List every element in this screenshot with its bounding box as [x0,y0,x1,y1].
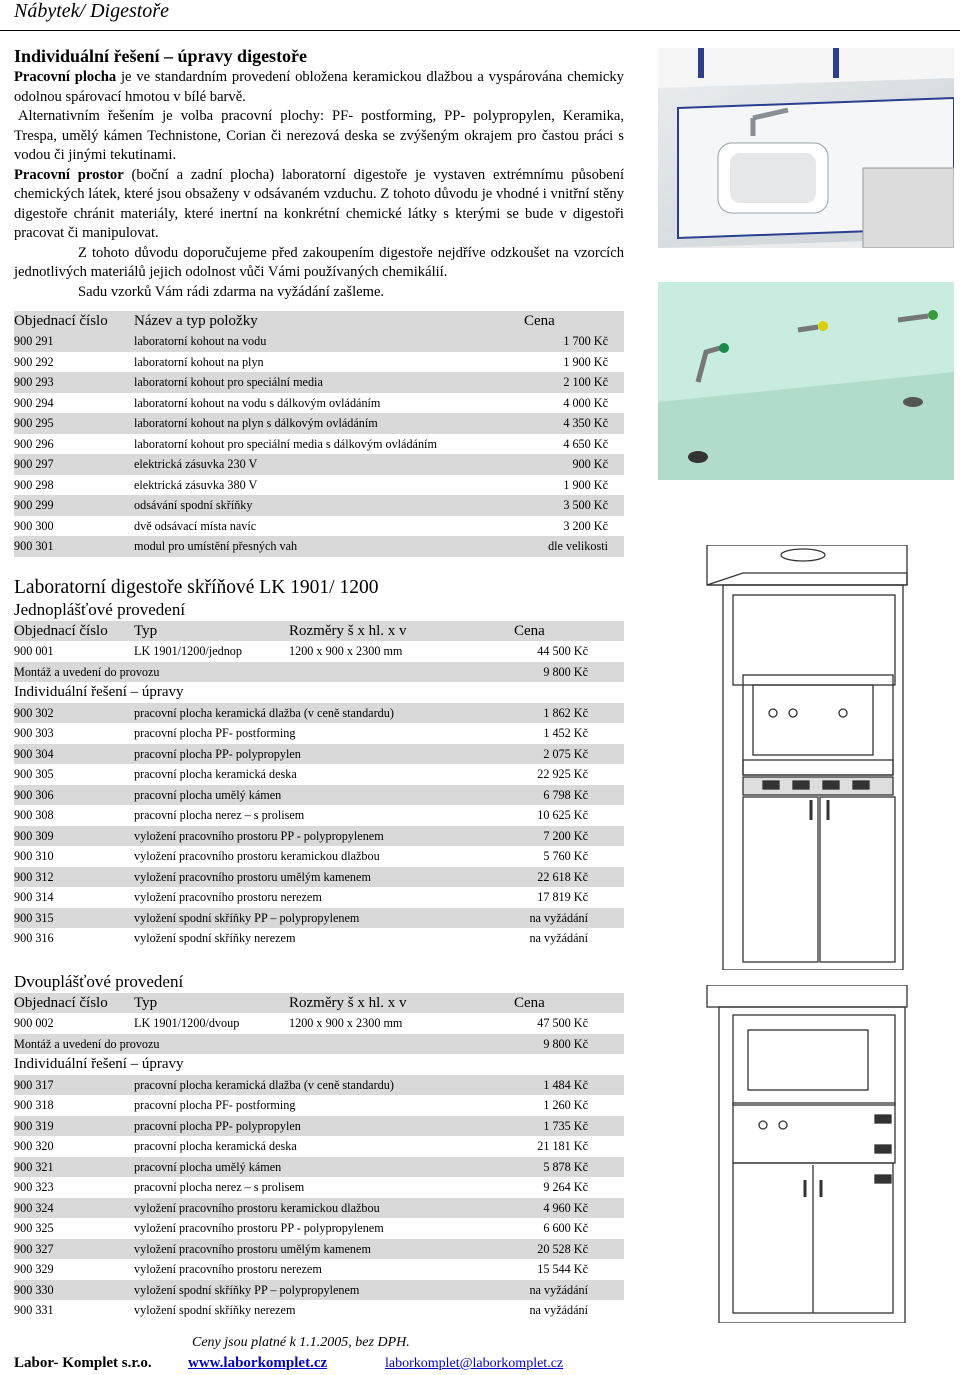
cell-price: 20 528 Kč [537,1241,588,1256]
intro-paragraph-5: Sadu vzorků Vám rádi zdarma na vyžádání zašleme. [78,283,385,300]
table-row [14,928,624,949]
table-row [14,723,624,744]
cell-description: vyložení pracovního prostoru umělým kamenem [134,869,371,884]
cell-order-number: 900 309 [14,828,54,843]
single-hood-table [14,621,624,949]
cell-price: 2 075 Kč [543,746,588,761]
intro-paragraph-2: Alternativním řešením je volba pracovní plochy: PF- postforming, PP- polypropylen, Keramika, Trespa, umělý kámen Technistone, Corian či nerezová deska se zvýšeným okrajem pro častou práci s vodou či jinými tekutinami. [14,108,624,163]
table-row [14,516,624,537]
cell-order-number: 900 292 [14,354,54,369]
table-row [14,536,624,557]
cell-description: pracovní plocha keramická deska [134,767,297,781]
double-install-label: Montáž a uvedení do provozu [14,1036,160,1051]
cell-description: laboratorní kohout na vodu s dálkovým ovládáním [134,395,381,410]
cell-price: 3 500 Kč [563,498,608,512]
col-header-name: Název a typ položky [134,313,258,329]
drawing-fume-hood-single [693,545,913,970]
table-row [14,846,624,867]
double-install-row [14,1034,624,1055]
table-row [14,454,624,475]
cell-price: 17 819 Kč [537,890,588,904]
cell-description: pracovní plocha PP- polypropylen [134,1118,301,1133]
single-main-dimensions: 1200 x 900 x 2300 mm [289,644,403,658]
cell-price: 4 350 Kč [563,416,608,430]
cell-description: vyložení pracovního prostoru PP - polypropylenem [134,828,384,843]
cell-description: pracovní plocha umělý kámen [134,1159,282,1174]
cell-order-number: 900 317 [14,1077,54,1092]
double-col-type: Typ [134,995,158,1011]
single-subtitle: Jednoplášťové provedení [14,600,186,619]
table-row [14,703,624,724]
cell-price: 10 625 Kč [537,808,588,822]
cell-description: modul pro umístění přesných vah [134,539,298,553]
cell-description: pracovní plocha keramická dlažba (v ceně standardu) [134,705,394,720]
double-custom-title-text: Individuální řešení – úpravy [14,1056,184,1072]
cell-order-number: 900 327 [14,1241,54,1256]
cell-order-number: 900 301 [14,539,54,553]
cell-price: 4 000 Kč [563,395,608,410]
cell-description: vyložení pracovního prostoru keramickou dlažbou [134,1200,380,1215]
cell-price: 22 925 Kč [537,767,588,781]
cell-description: pracovní plocha keramická dlažba (v ceně standardu) [134,1077,394,1092]
cell-order-number: 900 318 [14,1098,54,1112]
single-col-order-number: Objednací číslo [14,623,108,639]
table-row [14,1095,624,1116]
double-col-order-number: Objednací číslo [14,995,108,1011]
section1-title: Individuální řešení – úpravy digestoře [14,46,308,66]
cell-order-number: 900 315 [14,910,54,925]
photo-wall-taps [658,282,954,480]
cell-price: na vyžádání [529,931,588,945]
cell-description: pracovní plocha PF- postforming [134,1098,296,1112]
footer-company: Labor- Komplet s.r.o. [14,1355,152,1371]
cell-order-number: 900 323 [14,1180,54,1194]
cell-price: 1 484 Kč [543,1077,588,1092]
cell-price: 4 650 Kč [563,436,608,451]
cell-order-number: 900 303 [14,726,54,740]
cell-price: 5 878 Kč [543,1159,588,1174]
table-row [14,475,624,496]
table-row [14,495,624,516]
cell-description: pracovní plocha PP- polypropylen [134,746,301,761]
cell-order-number: 900 310 [14,849,54,863]
cell-price: dle velikosti [548,539,608,553]
cell-order-number: 900 314 [14,890,54,904]
cell-order-number: 900 297 [14,457,54,471]
table-row [14,785,624,806]
table-row [14,887,624,908]
single-install-label: Montáž a uvedení do provozu [14,664,160,679]
cell-price: 15 544 Kč [537,1262,588,1276]
double-install-price: 9 800 Kč [543,1036,588,1051]
cell-price: 2 100 Kč [563,375,608,389]
cell-description: vyložení spodní skříňky nerezem [134,931,296,945]
double-header-row [14,993,624,1013]
col-header-order-number: Objednací číslo [14,313,108,329]
double-main-type: LK 1901/1200/dvoup [134,1016,240,1030]
cell-order-number: 900 331 [14,1303,54,1317]
table-row [14,352,624,373]
cell-order-number: 900 298 [14,477,54,492]
single-header-row [14,621,624,641]
table-row [14,1198,624,1219]
cell-order-number: 900 321 [14,1159,54,1174]
cell-description: vyložení pracovního prostoru PP - polypropylenem [134,1221,384,1235]
single-col-dimensions: Rozměry š x hl. x v [289,623,407,639]
cell-order-number: 900 324 [14,1200,54,1215]
cell-order-number: 900 320 [14,1139,54,1153]
double-hood-table [14,993,624,1321]
cell-description: vyložení spodní skříňky PP – polypropylenem [134,1282,360,1297]
cell-price: 3 200 Kč [563,518,608,533]
cell-price: 1 260 Kč [543,1098,588,1112]
accessories-table [14,311,624,557]
cell-order-number: 900 302 [14,705,54,720]
table-row [14,1177,624,1198]
table-row [14,744,624,765]
cell-price: 21 181 Kč [537,1139,588,1153]
cell-order-number: 900 308 [14,808,54,822]
cell-description: pracovní plocha nerez – s prolisem [134,808,305,822]
cell-price: na vyžádání [529,910,588,925]
cell-price: 1 452 Kč [543,726,588,740]
cell-order-number: 900 306 [14,787,54,802]
table-row [14,1239,624,1260]
cell-description: laboratorní kohout na vodu [134,334,267,348]
cell-order-number: 900 291 [14,334,54,348]
table-row [14,413,624,434]
double-custom-title [14,1054,624,1075]
table-row [14,1157,624,1178]
table-row [14,372,624,393]
cell-price: 6 600 Kč [543,1221,588,1235]
cell-description: vyložení pracovního prostoru nerezem [134,1262,322,1276]
cell-price: 1 700 Kč [563,334,608,348]
cell-order-number: 900 305 [14,767,54,781]
cell-order-number: 900 295 [14,416,54,430]
cell-description: laboratorní kohout na plyn [134,354,264,369]
fume-hood-double-drawing [693,985,913,1323]
cell-description: laboratorní kohout pro speciální media [134,375,323,389]
intro-paragraph-3 [14,166,624,244]
double-main-price: 47 500 Kč [537,1016,588,1030]
cell-price: na vyžádání [529,1303,588,1317]
double-main-row [14,1013,624,1034]
cell-description: pracovní plocha nerez – s prolisem [134,1180,305,1194]
section2-title: Laboratorní digestoře skříňové LK 1901/ 1200 [14,577,379,598]
double-col-dimensions: Rozměry š x hl. x v [289,995,407,1011]
cell-price: na vyžádání [529,1282,588,1297]
cell-price: 9 264 Kč [543,1180,588,1194]
intro-p1-text: je ve standardním provedení obložena keramickou dlažbou a vyspárována chemicky odolnou spárovací hmotou v bílé barvě. [14,69,624,105]
cell-price: 7 200 Kč [543,828,588,843]
table-row [14,1280,624,1301]
section1-intro [14,68,624,302]
single-main-number: 900 001 [14,644,54,658]
table-row [14,764,624,785]
cell-description: dvě odsávací místa navíc [134,518,257,533]
page-header-title: Nábytek/ Digestoře [14,0,169,22]
cell-order-number: 900 300 [14,518,54,533]
cell-description: pracovní plocha PF- postforming [134,726,296,740]
single-custom-title [14,682,624,703]
cell-order-number: 900 330 [14,1282,54,1297]
cell-order-number: 900 296 [14,436,54,451]
footer-email-link[interactable]: laborkomplet@laborkomplet.cz [385,1356,564,1371]
table-row [14,393,624,414]
cell-price: 900 Kč [572,457,608,471]
cell-price: 1 900 Kč [563,354,608,369]
intro-p3-text: (boční a zadní plocha) laboratorní digestoře je vystaven extrémnímu působení chemických látek, které jsou obsaženy v odsávaném vzduchu. Z tohoto důvodu je vhodné i vnitřní stěny digestoře chránit materiály, které inertní na konkrétní chemické látky s kterými se bude v digestoři pracovat či manipulovat. [14,166,624,241]
cell-description: laboratorní kohout pro speciální media s dálkovým ovládáním [134,436,437,451]
cell-price: 5 760 Kč [543,849,588,863]
cell-description: vyložení pracovního prostoru umělým kamenem [134,1241,371,1256]
cell-order-number: 900 312 [14,869,54,884]
header-divider [0,30,960,31]
single-col-price: Cena [514,623,545,639]
cell-price: 4 960 Kč [543,1200,588,1215]
double-main-number: 900 002 [14,1016,54,1030]
cell-price: 1 900 Kč [563,477,608,492]
intro-paragraph-4: Z tohoto důvodu doporučujeme před zakoupením digestoře nejdříve odzkoušet na vzorcích jednotlivých materiálů jejich odolnost vůči Vámi používaných chemikálií. [14,244,624,280]
table-row [14,826,624,847]
double-subtitle: Dvouplášťové provedení [14,972,184,991]
table-row [14,908,624,929]
cell-description: odsávání spodní skříňky [134,498,253,512]
cell-price: 1 862 Kč [543,705,588,720]
cell-description: laboratorní kohout na plyn s dálkovým ovládáním [134,416,378,430]
single-col-type: Typ [134,623,158,639]
wall-taps-illustration [658,282,954,480]
sink-illustration [658,48,954,248]
table-row [14,867,624,888]
cell-description: pracovní plocha umělý kámen [134,787,282,802]
cell-description: vyložení pracovního prostoru keramickou dlažbou [134,849,380,863]
double-main-dimensions: 1200 x 900 x 2300 mm [289,1016,403,1030]
table-row [14,434,624,455]
table-row [14,805,624,826]
single-main-type: LK 1901/1200/jednop [134,644,242,658]
single-custom-title-text: Individuální řešení – úpravy [14,684,184,700]
fume-hood-single-drawing [693,545,913,970]
single-install-price: 9 800 Kč [543,664,588,679]
cell-price: 6 798 Kč [543,787,588,802]
cell-order-number: 900 325 [14,1221,54,1235]
cell-description: vyložení spodní skříňky PP – polypropylenem [134,910,360,925]
cell-order-number: 900 294 [14,395,54,410]
col-header-price: Cena [524,313,555,329]
intro-p1-bold: Pracovní plocha [14,69,117,85]
table-row [14,1136,624,1157]
photo-sink [658,48,954,248]
single-main-price: 44 500 Kč [537,644,588,658]
cell-description: pracovní plocha keramická deska [134,1139,297,1153]
table-row [14,1075,624,1096]
cell-description: vyložení spodní skříňky nerezem [134,1303,296,1317]
cell-price: 22 618 Kč [537,869,588,884]
intro-paragraph-1 [14,68,624,107]
footer-web-link[interactable]: www.laborkomplet.cz [188,1355,328,1371]
cell-order-number: 900 299 [14,498,54,512]
cell-order-number: 900 329 [14,1262,54,1276]
cell-description: vyložení pracovního prostoru nerezem [134,890,322,904]
table-row [14,1116,624,1137]
cell-price: 1 735 Kč [543,1118,588,1133]
table-row [14,1218,624,1239]
double-col-price: Cena [514,995,545,1011]
single-install-row [14,662,624,683]
table-row [14,331,624,352]
cell-description: elektrická zásuvka 230 V [134,457,258,471]
cell-order-number: 900 293 [14,375,54,389]
intro-p3-bold: Pracovní prostor [14,166,124,183]
drawing-fume-hood-double [693,985,913,1323]
cell-order-number: 900 304 [14,746,54,761]
cell-order-number: 900 319 [14,1118,54,1133]
footer-price-note: Ceny jsou platné k 1.1.2005, bez DPH. [192,1335,410,1350]
table-row [14,1259,624,1280]
table-row [14,1300,624,1321]
single-main-row [14,641,624,662]
table-header-row [14,311,624,331]
cell-order-number: 900 316 [14,931,54,945]
cell-description: elektrická zásuvka 380 V [134,477,258,492]
